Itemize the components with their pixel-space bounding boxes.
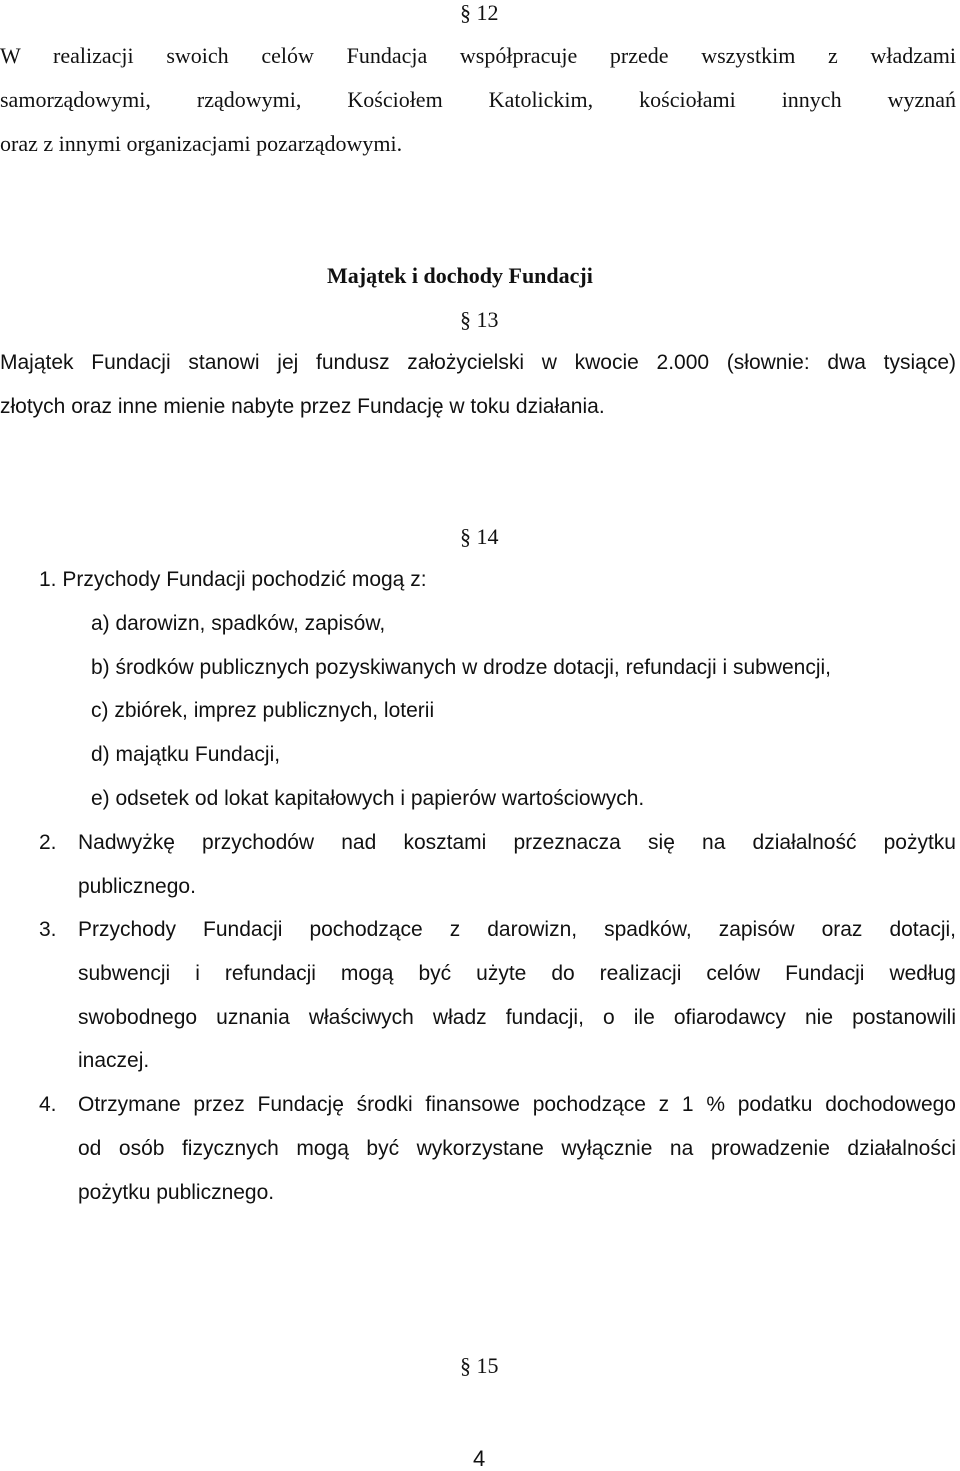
section-12-mark: § 12 xyxy=(460,0,499,25)
p14-sub-a: a) darowizn, spadków, zapisów, xyxy=(91,612,386,635)
p14-sub-d: d) majątku Fundacji, xyxy=(91,743,281,766)
p12-line-1: W realizacji swoich celów Fundacja współpracuje przede wszystkim z władzami xyxy=(0,43,956,68)
p14-sub-b: b) środków publicznych pozyskiwanych w drodze dotacji, refundacji i subwencji, xyxy=(91,656,832,679)
p14-item-4-line-3: pożytku publicznego. xyxy=(78,1181,275,1204)
p14-item-3-line-2: subwencji i refundacji mogą być użyte do realizacji celów Fundacji według xyxy=(78,962,956,985)
p14-item-3-line-4: inaczej. xyxy=(78,1049,150,1072)
p14-item-4-number: 4. xyxy=(39,1093,57,1116)
p14-sub-c: c) zbiórek, imprez publicznych, loterii xyxy=(91,699,435,722)
p14-sub-e: e) odsetek od lokat kapitałowych i papierów wartościowych. xyxy=(91,787,645,810)
p13-line-2: złotych oraz inne mienie nabyte przez Fundację w toku działania. xyxy=(0,395,605,418)
p14-item-4-line-2: od osób fizycznych mogą być wykorzystane wyłącznie na prowadzenie działalności xyxy=(78,1137,956,1160)
section-14-mark: § 14 xyxy=(460,524,499,549)
p14-item-2-number: 2. xyxy=(39,831,57,854)
p14-item-2-line-1: Nadwyżkę przychodów nad kosztami przeznacza się na działalność pożytku xyxy=(78,831,956,854)
p14-item-3-number: 3. xyxy=(39,918,57,941)
section-15-mark: § 15 xyxy=(460,1353,499,1378)
section-heading-assets: Majątek i dochody Fundacji xyxy=(327,263,593,288)
p12-line-2: samorządowymi, rządowymi, Kościołem Katolickim, kościołami innych wyznań xyxy=(0,87,956,112)
p12-line-3: oraz z innymi organizacjami pozarządowymi. xyxy=(0,131,403,156)
page-number: 4 xyxy=(473,1446,486,1471)
p14-item-3-line-3: swobodnego uznania właściwych władz fundacji, o ile ofiarodawcy nie postanowili xyxy=(78,1006,956,1029)
section-13-mark: § 13 xyxy=(460,307,499,332)
p14-item-4-line-1: Otrzymane przez Fundację środki finansowe pochodzące z 1 % podatku dochodowego xyxy=(78,1093,956,1116)
p14-item-3-line-1: Przychody Fundacji pochodzące z darowizn, spadków, zapisów oraz dotacji, xyxy=(78,918,956,941)
p14-item-1: 1. Przychody Fundacji pochodzić mogą z: xyxy=(39,568,427,591)
p14-item-2-line-2: publicznego. xyxy=(78,875,196,898)
p13-line-1: Majątek Fundacji stanowi jej fundusz założycielski w kwocie 2.000 (słownie: dwa tysiące) xyxy=(0,351,956,374)
